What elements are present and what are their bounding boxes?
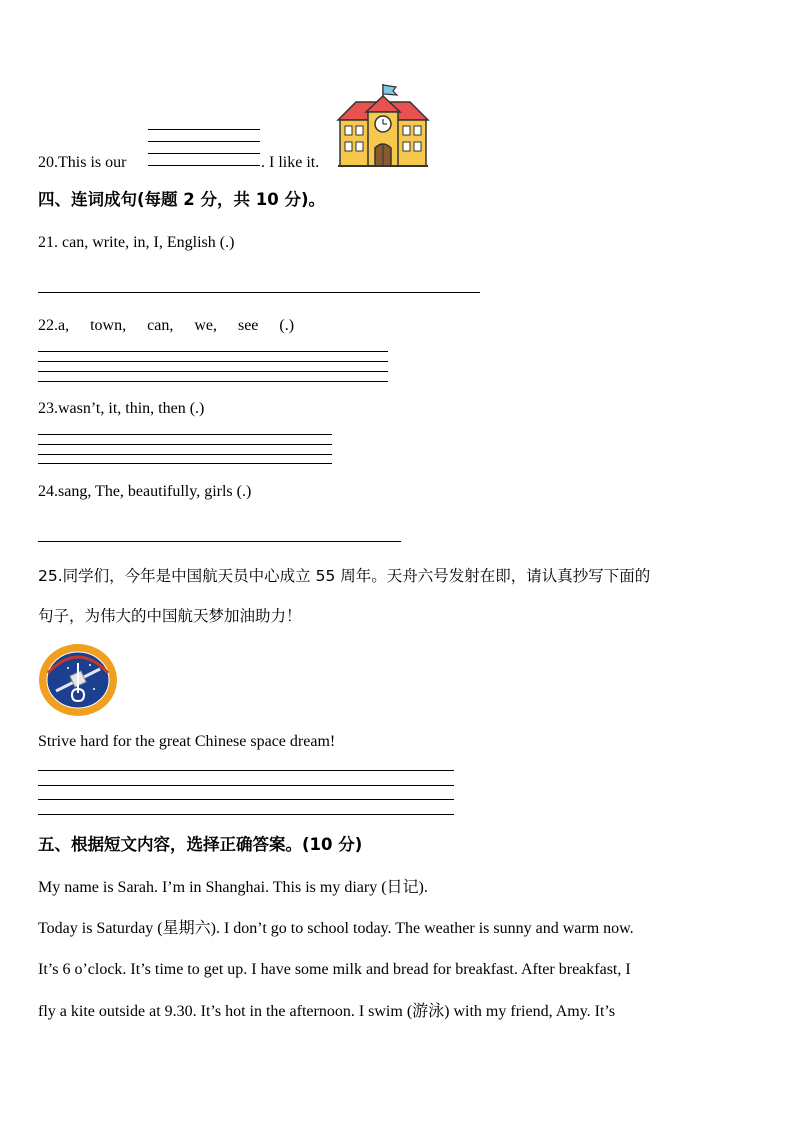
passage-line-2: Today is Saturday (星期六). I don’t go to school today. The weather is sunny and warm now. [38,920,634,937]
passage-line-3: It’s 6 o’clock. It’s time to get up. I have some milk and bread for breakfast. After breakfast, I [38,961,631,978]
q21-prompt: 21. can, write, in, I, English (.) [38,234,235,251]
school-building-icon [336,82,430,170]
q25-answer-line-1[interactable] [38,770,454,771]
q22-word: can, [147,317,174,334]
q20-answer-line-1[interactable] [148,129,260,130]
q22-word: see [237,317,259,334]
q23-answer-line-4[interactable] [38,463,332,464]
q25-answer-line-2[interactable] [38,785,454,786]
q22-word: a, [58,317,70,334]
q20-suffix: . I like it. [261,154,320,171]
q20-answer-line-4[interactable] [148,165,260,166]
passage-line-1: My name is Sarah. I’m in Shanghai. This is my diary (日记). [38,879,428,896]
q23-prompt: 23.wasn’t, it, thin, then (.) [38,400,205,417]
q21-answer-line[interactable] [38,292,480,293]
q22-answer-line-2[interactable] [38,361,388,362]
q23-answer-line-1[interactable] [38,434,332,435]
q20-answer-line-2[interactable] [148,141,260,142]
q25-answer-line-3[interactable] [38,799,454,800]
q22-answer-line-1[interactable] [38,351,388,352]
q20-prefix: 20.This is our [38,154,127,171]
q23-answer-line-2[interactable] [38,444,332,445]
q22-answer-line-4[interactable] [38,381,388,382]
q24-answer-line[interactable] [38,541,401,542]
q22-answer-line-3[interactable] [38,371,388,372]
passage-line-4: fly a kite outside at 9.30. It’s hot in the afternoon. I swim (游泳) with my friend, Amy. It’s [38,1003,616,1020]
q25-instruction-line-1: 25.同学们，今年是中国航天员中心成立 55 周年。天舟六号发射在即，请认真抄写下面的 [38,567,651,585]
q20-answer-line-3[interactable] [148,153,260,154]
q24-prompt: 24.sang, The, beautifully, girls (.) [38,483,252,500]
q23-answer-line-3[interactable] [38,454,332,455]
q22-number: 22. [38,317,58,334]
q22-prompt [38,316,294,336]
q25-sentence: Strive hard for the great Chinese space dream! [38,733,336,750]
q22-word: we, [194,317,217,334]
q25-answer-line-4[interactable] [38,814,454,815]
q25-instruction-line-2: 句子，为伟大的中国航天梦加油助力！ [38,607,302,625]
q22-punct: (.) [279,317,295,334]
section-5-title: 五、根据短文内容，选择正确答案。(10 分) [38,835,363,854]
shenzhou-mission-emblem [38,643,118,717]
section-4-title: 四、连词成句(每题 2 分，共 10 分)。 [38,190,326,209]
q22-word: town, [90,317,127,334]
